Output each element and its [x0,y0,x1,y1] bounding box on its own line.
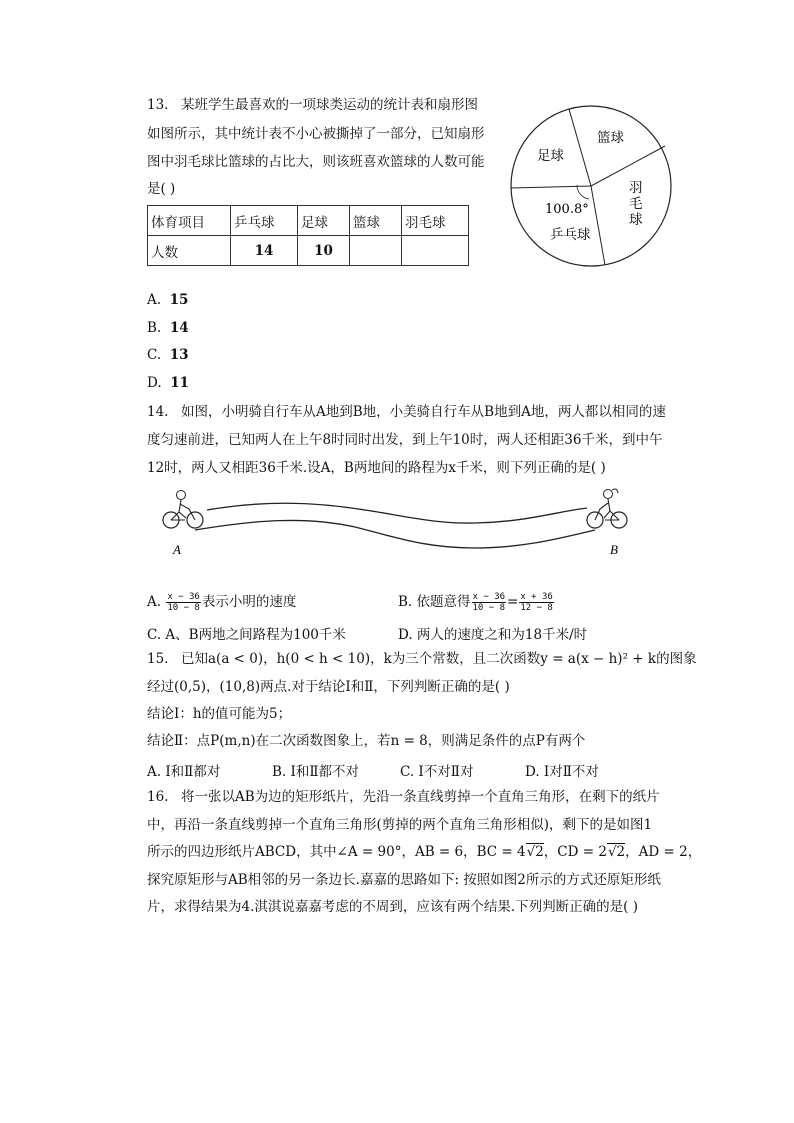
q16-line-1: 将一张以AB为边的矩形纸片，先沿一条直线剪掉一个直角三角形，在剩下的纸片 [181,789,660,805]
equals-sign: = [507,594,519,610]
q16-number: 16. [147,789,169,805]
fraction [472,592,507,613]
pie-label-basketball: 篮球 [597,130,624,146]
cyclist-right-icon [587,489,627,528]
table-row [148,236,469,266]
option-text: 13 [169,347,189,363]
q13-line-3: 图中羽毛球比篮球的占比大，则该班喜欢篮球的人数可能 [147,154,485,170]
q16-line-3 [147,843,701,861]
option-letter: B. [147,320,162,336]
option-letter: A. [147,292,162,308]
pie-label-badminton-1: 羽 [629,180,643,196]
fraction-denominator: 10 − 8 [472,603,506,613]
q15-line-3: 结论Ⅰ：h的值可能为5； [147,706,292,722]
q13-number: 13. [147,97,169,113]
point-a-label: A [173,542,181,557]
q16-line-3-part-2: ，CD = 2 [543,844,607,860]
option-letter: A. [147,594,162,610]
fraction [166,592,201,613]
q16-line-3-part-1: 所示的四边形纸片ABCD，其中∠A = 90°，AB = 6，BC = 4 [147,844,526,860]
pie-label-football: 足球 [537,148,564,164]
table-row [148,206,469,236]
q15-number: 15. [147,651,169,667]
road-lower-edge [195,520,595,548]
table-cell: 10 [298,236,350,266]
cyclist-left-icon [163,491,203,529]
fraction-numerator: x − 36 [167,592,200,602]
q14-line-3: 12时，两人又相距36千米.设A，B两地间的路程为x千米，则下列正确的是( ) [147,460,606,476]
q14-option-d[interactable]: D. 两人的速度之和为18千米/时 [398,627,588,643]
q16-line-3-part-3: ，AD = 2， [625,844,702,860]
q14-number: 14. [147,404,169,420]
q13-option-a[interactable] [147,292,188,308]
option-letter: D. [147,375,162,391]
fraction-denominator: 10 − 8 [167,603,200,613]
fraction-numerator: x + 36 [520,592,553,602]
fraction-denominator: 12 − 8 [520,603,553,613]
q16-line-2: 中，再沿一条直线剪掉一个直角三角形(剪掉的两个直角三角形相似)，剩下的是如图1 [147,817,653,833]
option-letter: C. [147,347,162,363]
pie-label-badminton-2: 毛 [629,196,643,212]
pie-chart [505,100,675,270]
option-text: 11 [170,375,190,391]
table-header-cell: 篮球 [350,206,402,236]
q13-option-c[interactable] [147,347,189,363]
option-letter: B. [398,594,413,610]
fraction [519,592,554,613]
q15-line-1: 已知a(a < 0)，h(0 < h < 10)，k为三个常数，且二次函数y = a(x − h)² + k的图象 [181,651,697,667]
q14-option-b[interactable] [398,590,555,613]
q15-line-4: 结论Ⅱ：点P(m,n)在二次函数图象上，若n = 8，则满足条件的点P有两个 [147,733,586,749]
table-header-cell: 足球 [298,206,350,236]
q13-line-2: 如图所示，其中统计表不小心被撕掉了一部分，已知扇形 [147,126,485,142]
q13-option-b[interactable] [147,320,189,336]
table-header-cell: 羽毛球 [402,206,469,236]
pie-label-badminton-3: 球 [629,212,643,228]
table-row-label: 人数 [148,236,231,266]
pie-angle-label: 100.8° [545,202,589,217]
option-text: 表示小明的速度 [201,594,297,610]
q15-option-c[interactable]: C. Ⅰ不对Ⅱ对 [400,764,474,780]
table-cell: 14 [231,236,298,266]
stats-table [147,205,469,266]
table-header-cell: 乒乓球 [231,206,298,236]
q15-line-2: 经过(0,5)，(10,8)两点.对于结论Ⅰ和Ⅱ，下列判断正确的是( ) [147,679,510,695]
sqrt-radicand: √2 [607,844,626,860]
option-text: 依题意得 [416,594,471,610]
table-cell [402,236,469,266]
q13-option-d[interactable] [147,375,189,391]
road-figure [155,482,635,562]
table-cell [350,236,402,266]
q14-option-c[interactable]: C. A、B两地之间路程为100千米 [147,627,346,643]
q13-line-1: 某班学生最喜欢的一项球类运动的统计表和扇形图 [181,97,478,113]
q15-option-b[interactable]: B. Ⅰ和Ⅱ都不对 [272,764,360,780]
table-header-cell: 体育项目 [148,206,231,236]
q14-line-1: 如图，小明骑自行车从A地到B地，小美骑自行车从B地到A地，两人都以相同的速 [181,404,666,420]
q16-line-4: 探究原矩形与AB相邻的另一条边长.嘉嘉的思路如下: 按照如图2所示的方式还原矩形纸 [147,872,661,888]
option-text: 15 [169,292,189,308]
q14-line-2: 度匀速前进，已知两人在上午8时同时出发，到上午10时，两人还相距36千米，到中午 [147,432,663,448]
road-upper-edge [207,503,587,523]
pie-label-pingpong: 乒乓球 [550,227,591,243]
q15-option-a[interactable]: A. Ⅰ和Ⅱ都对 [147,764,221,780]
option-text: 14 [169,320,189,336]
point-b-label: B [610,542,618,557]
fraction-numerator: x − 36 [472,592,506,602]
q13-line-4: 是( ) [147,181,176,197]
q15-option-d[interactable]: D. Ⅰ对Ⅱ不对 [525,764,599,780]
sqrt-radicand: √2 [526,844,544,860]
q16-line-5: 片，求得结果为4.淇淇说嘉嘉考虑的不周到，应该有两个结果.下列判断正确的是( ) [147,899,638,915]
q14-option-a[interactable] [147,590,296,613]
